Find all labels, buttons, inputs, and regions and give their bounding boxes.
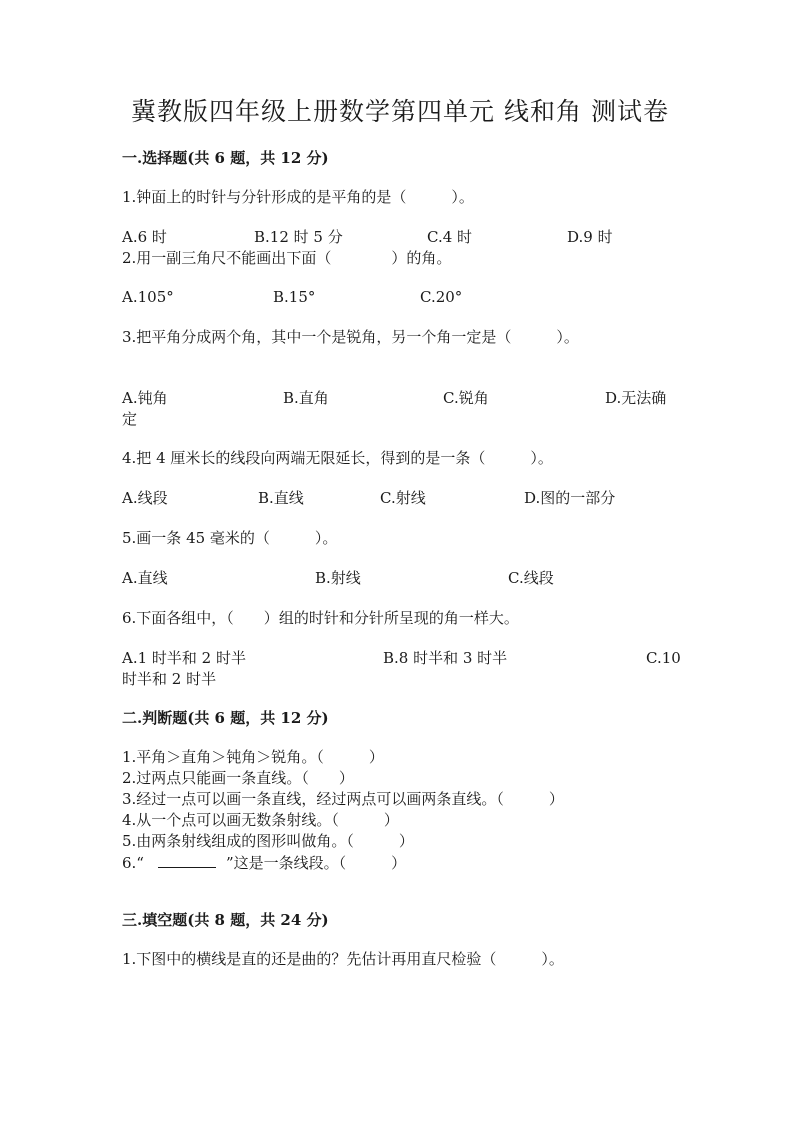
judgement-item-4: 4.从一个点可以画无数条射线。（ ） <box>122 811 399 829</box>
q3-option-d-wrap: 定 <box>122 410 138 428</box>
judgement-item-1: 1.平角＞直角＞钝角＞锐角。（ ） <box>122 748 384 766</box>
section-heading-judgement: 二.判断题(共 6 题，共 12 分) <box>122 709 329 727</box>
q6-option-c: C.10 <box>646 649 681 667</box>
q2-option-c: C.20° <box>420 288 463 306</box>
q1-option-d: D.9 时 <box>567 228 613 246</box>
q5-option-c: C.线段 <box>508 569 554 587</box>
q5-option-b: B.射线 <box>315 569 361 587</box>
judgement-item-6 <box>122 855 406 871</box>
q3-option-c: C.锐角 <box>443 389 489 407</box>
q5-option-a: A.直线 <box>122 569 168 587</box>
judgement-item-3: 3.经过一点可以画一条直线，经过两点可以画两条直线。（ ） <box>122 790 564 808</box>
q4-option-a: A.线段 <box>122 489 168 507</box>
q3-option-a: A.钝角 <box>122 389 168 407</box>
q6-option-b: B.8 时半和 3 时半 <box>383 649 508 667</box>
q1-option-b: B.12 时 5 分 <box>254 228 343 246</box>
q4-option-c: C.射线 <box>380 489 426 507</box>
q6-option-c-wrap: 时半和 2 时半 <box>122 670 217 688</box>
judgement-item-6-suffix: ”这是一条线段。（ ） <box>225 854 407 872</box>
question-2-stem: 2.用一副三角尺不能画出下面（ ）的角。 <box>122 249 452 267</box>
q4-option-b: B.直线 <box>258 489 304 507</box>
q3-option-b: B.直角 <box>283 389 329 407</box>
question-4-stem: 4.把 4 厘米长的线段向两端无限延长，得到的是一条（ ）。 <box>122 449 553 467</box>
q1-option-c: C.4 时 <box>427 228 473 246</box>
q6-option-a: A.1 时半和 2 时半 <box>122 649 246 667</box>
section-heading-fill-in: 三.填空题(共 8 题，共 24 分) <box>122 911 329 929</box>
fill-in-question-1: 1.下图中的横线是直的还是曲的？先估计再用直尺检验（ ）。 <box>122 950 564 968</box>
question-1-stem: 1.钟面上的时针与分针形成的是平角的是（ ）。 <box>122 188 474 206</box>
q2-option-b: B.15° <box>273 288 316 306</box>
q4-option-d: D.图的一部分 <box>524 489 616 507</box>
page-title: 冀教版四年级上册数学第四单元 线和角 测试卷 <box>131 97 669 126</box>
judgement-item-6-prefix: 6.“ <box>122 854 144 872</box>
judgement-item-2: 2.过两点只能画一条直线。（ ） <box>122 769 354 787</box>
question-3-stem: 3.把平角分成两个角，其中一个是锐角，另一个角一定是（ ）。 <box>122 328 579 346</box>
section-heading-choice: 一.选择题(共 6 题，共 12 分) <box>122 149 329 167</box>
question-6-stem: 6.下面各组中，（ ）组的时针和分针所呈现的角一样大。 <box>122 609 519 627</box>
q3-option-d: D.无法确 <box>605 389 667 407</box>
line-segment-figure <box>158 855 216 868</box>
judgement-item-5: 5.由两条射线组成的图形叫做角。（ ） <box>122 832 414 850</box>
question-5-stem: 5.画一条 45 毫米的（ ）。 <box>122 529 338 547</box>
q1-option-a: A.6 时 <box>122 228 167 246</box>
q2-option-a: A.105° <box>122 288 174 306</box>
